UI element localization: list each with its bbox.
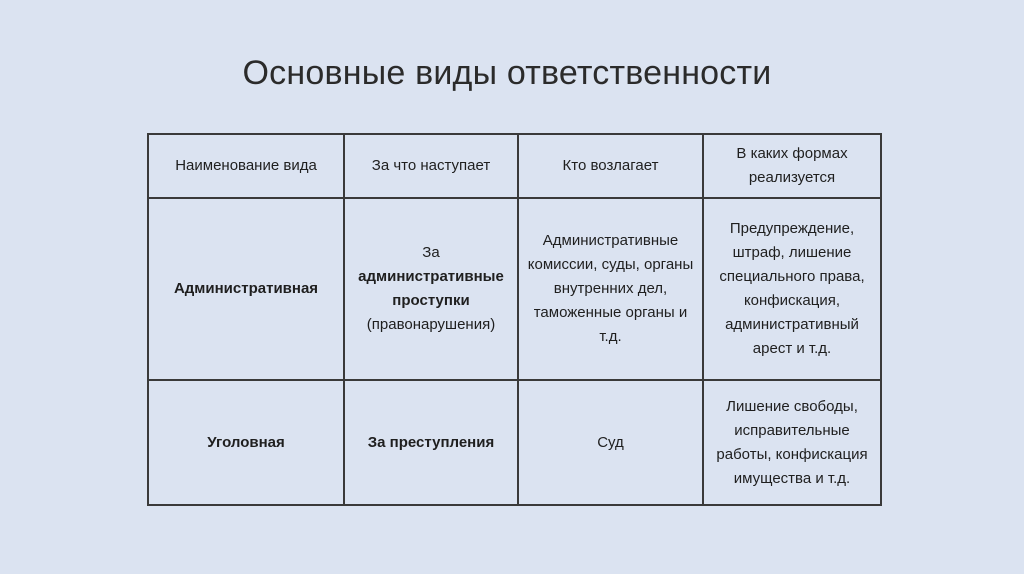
header-forms: В каких формах реализуется: [703, 134, 881, 198]
cell-administrative-grounds: [344, 198, 518, 380]
table-row-criminal: [148, 380, 881, 505]
table-row-administrative: [148, 198, 881, 380]
grounds-main: административные проступки: [358, 268, 504, 309]
cell-criminal-authority: Суд: [518, 380, 703, 505]
cell-administrative-name: Административная: [148, 198, 344, 380]
header-grounds: За что наступает: [344, 134, 518, 198]
cell-criminal-forms: Лишение свободы, исправительные работы, конфискация имущества и т.д.: [703, 380, 881, 505]
grounds-prefix: За: [422, 244, 440, 261]
cell-administrative-authority: Административные комиссии, суды, органы внутренних дел, таможенные органы и т.д.: [518, 198, 703, 380]
slide-title: Основные виды ответственности: [242, 54, 772, 92]
grounds-suffix: (правонарушения): [366, 316, 496, 333]
header-authority: Кто возлагает: [518, 134, 703, 198]
liability-types-table: [147, 133, 882, 506]
cell-criminal-grounds: За преступления: [344, 380, 518, 505]
header-type-name: Наименование вида: [148, 134, 344, 198]
table-header-row: [148, 134, 881, 198]
cell-criminal-name: Уголовная: [148, 380, 344, 505]
cell-administrative-forms: Предупреждение, штраф, лишение специального права, конфискация, административный арест и т.д.: [703, 198, 881, 380]
